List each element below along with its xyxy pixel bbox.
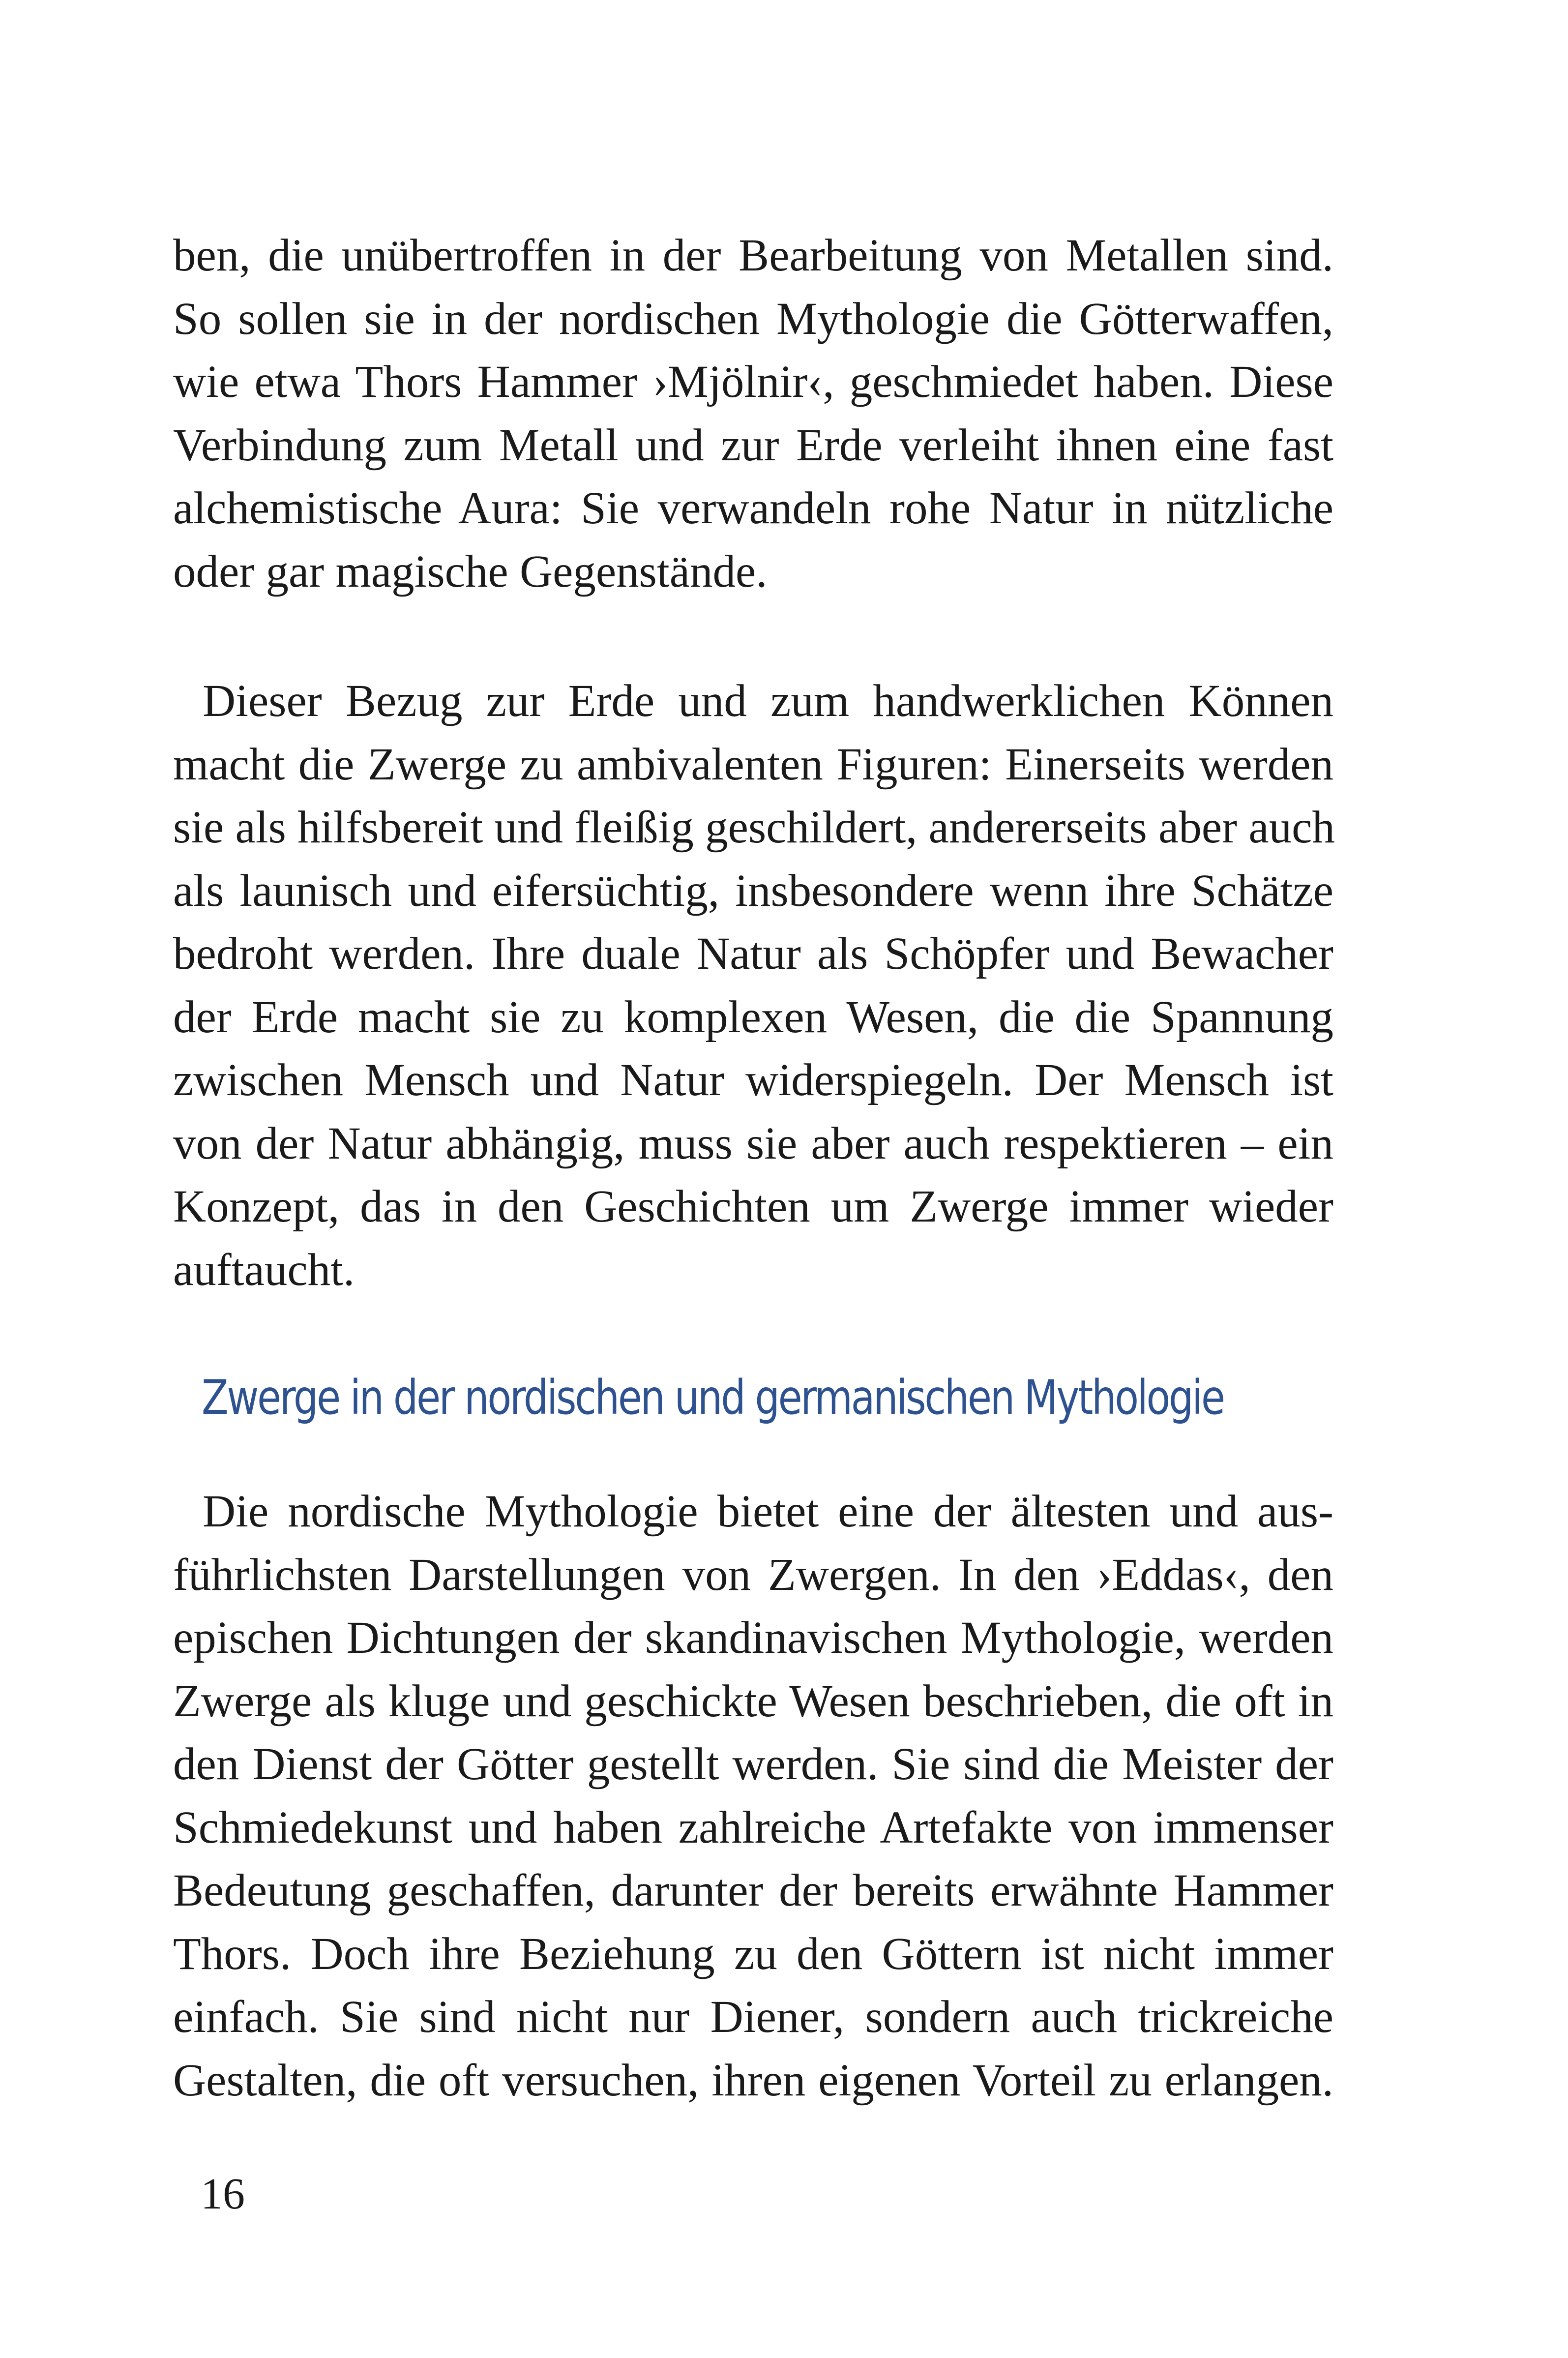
text-line: von der Natur abhängig, muss sie aber auch respektieren – ein [173, 1118, 1333, 1169]
text-line: Bedeutung geschaffen, darunter der bereits erwähnte Hammer [173, 1865, 1333, 1916]
text-line: macht die Zwerge zu ambivalenten Figuren: Einerseits werden [173, 739, 1333, 790]
section-heading: Zwerge in der nordischen und germanischen Mythologie [202, 1370, 1224, 1425]
text-line: Zwerge als kluge und geschickte Wesen beschrieben, die oft in [173, 1675, 1333, 1727]
text-line: oder gar magische Gegenstände. [173, 546, 768, 597]
text-line: Dieser Bezug zur Erde und zum handwerklichen Können [203, 676, 1333, 726]
text-line: Die nordische Mythologie bietet eine der ältesten und aus- [203, 1486, 1333, 1537]
text-line: den Dienst der Götter gestellt werden. Sie sind die Meister der [173, 1739, 1333, 1790]
text-line: Gestalten, die oft versuchen, ihren eigenen Vorteil zu erlangen. [173, 2055, 1333, 2106]
text-line: bedroht werden. Ihre duale Natur als Schöpfer und Bewacher [173, 928, 1333, 979]
text-line: ben, die unübertroffen in der Bearbeitung von Metallen sind. [173, 230, 1333, 281]
text-line: alchemistische Aura: Sie verwandeln rohe Natur in nützliche [173, 483, 1333, 534]
text-line: Konzept, das in den Geschichten um Zwerge immer wieder [173, 1181, 1333, 1232]
text-line: Thors. Doch ihre Beziehung zu den Göttern ist nicht immer [173, 1928, 1333, 1979]
text-line: als launisch und eifersüchtig, insbesondere wenn ihre Schätze [173, 865, 1333, 916]
text-line: wie etwa Thors Hammer ›Mjölnir‹, geschmiedet haben. Diese [173, 357, 1333, 407]
text-line: führlichsten Darstellungen von Zwergen. In den ›Eddas‹, den [173, 1549, 1333, 1600]
page-number: 16 [201, 2170, 245, 2218]
text-line: Schmiedekunst und haben zahlreiche Artefakte von immenser [173, 1802, 1333, 1853]
text-line: Verbindung zum Metall und zur Erde verleiht ihnen eine fast [173, 419, 1333, 471]
paragraph-3 [173, 1480, 1333, 2112]
text-line: einfach. Sie sind nicht nur Diener, sondern auch trickreiche [173, 1992, 1333, 2042]
text-line: So sollen sie in der nordischen Mythologie die Götterwaffen, [173, 293, 1333, 344]
paragraph-1 [173, 224, 1333, 603]
text-line: auftaucht. [173, 1244, 355, 1295]
paragraph-2 [173, 670, 1333, 1302]
text-line: epischen Dichtungen der skandinavischen Mythologie, werden [173, 1612, 1333, 1663]
text-line: der Erde macht sie zu komplexen Wesen, die die Spannung [173, 991, 1333, 1043]
text-line: sie als hilfsbereit und fleißig geschildert, andererseits aber auch [173, 802, 1335, 853]
text-line: zwischen Mensch und Natur widerspiegeln. Der Mensch ist [173, 1055, 1333, 1105]
